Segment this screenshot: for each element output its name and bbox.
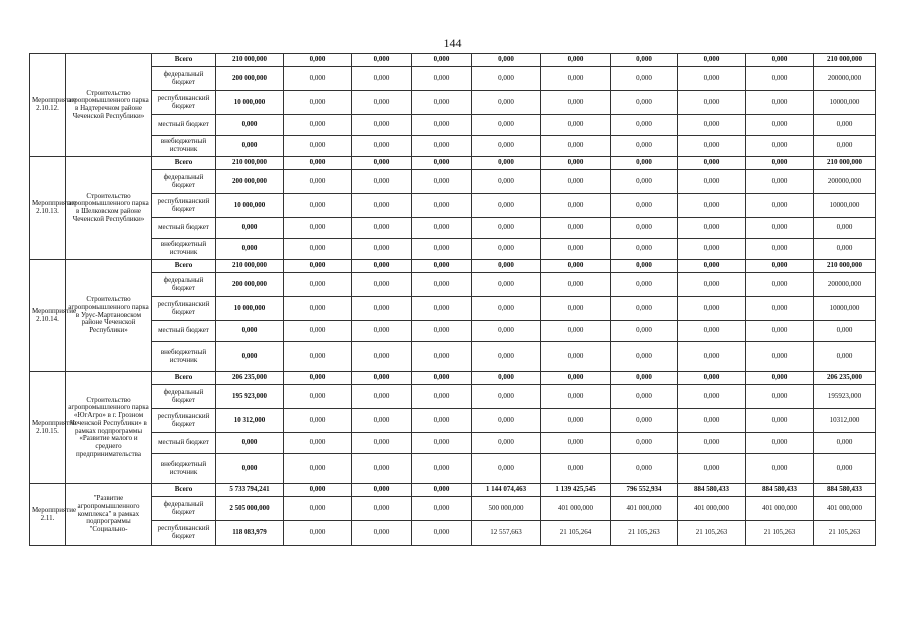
value-cell: 0,000	[216, 454, 284, 484]
value-cell: 0,000	[352, 484, 412, 497]
value-cell: 0,000	[814, 115, 876, 136]
table-row	[30, 136, 876, 157]
funding-source-label: республиканский бюджет	[152, 91, 216, 115]
value-cell: 0,000	[678, 297, 746, 321]
measure-name: Строительство агропромышленного парка в Надтеречном районе Чеченской Республики»	[66, 54, 152, 157]
value-cell: 0,000	[472, 115, 541, 136]
value-cell: 0,000	[746, 239, 814, 260]
value-cell: 0,000	[611, 157, 678, 170]
value-cell: 0,000	[352, 409, 412, 433]
page-number: 144	[443, 36, 462, 50]
value-cell: 0,000	[352, 239, 412, 260]
value-cell: 0,000	[284, 297, 352, 321]
value-cell: 0,000	[412, 409, 472, 433]
table-row	[30, 239, 876, 260]
value-cell: 200000,000	[814, 170, 876, 194]
table-row	[30, 115, 876, 136]
value-cell: 0,000	[678, 136, 746, 157]
value-cell: 200000,000	[814, 67, 876, 91]
value-cell: 21 105,263	[814, 521, 876, 546]
measure-name: Строительство агропромышленного парка «ЮгАгро» в г. Грозном Чеченской Республики» в рамках подпрограммы «Развитие малого и среднего предпринимательства	[66, 372, 152, 484]
value-cell: 0,000	[541, 433, 611, 454]
value-cell: 12 557,663	[472, 521, 541, 546]
value-cell: 0,000	[412, 260, 472, 273]
value-cell: 0,000	[541, 409, 611, 433]
value-cell: 21 105,263	[678, 521, 746, 546]
value-cell: 210 000,000	[814, 157, 876, 170]
value-cell: 0,000	[472, 385, 541, 409]
value-cell: 0,000	[412, 91, 472, 115]
value-cell: 0,000	[352, 136, 412, 157]
value-cell: 0,000	[352, 67, 412, 91]
measure-name: Строительство агропромышленного парка в Шелковском районе Чеченской Республики»	[66, 157, 152, 260]
funding-source-label: Всего	[152, 54, 216, 67]
value-cell: 0,000	[412, 115, 472, 136]
value-cell: 0,000	[678, 372, 746, 385]
value-cell: 0,000	[746, 157, 814, 170]
table-row	[30, 218, 876, 239]
value-cell: 0,000	[611, 342, 678, 372]
value-cell: 0,000	[284, 260, 352, 273]
value-cell: 0,000	[472, 273, 541, 297]
value-cell: 0,000	[678, 218, 746, 239]
value-cell: 0,000	[541, 136, 611, 157]
value-cell: 0,000	[746, 454, 814, 484]
value-cell: 0,000	[678, 385, 746, 409]
value-cell: 0,000	[814, 218, 876, 239]
value-cell: 0,000	[611, 218, 678, 239]
value-cell: 0,000	[412, 342, 472, 372]
value-cell: 0,000	[541, 372, 611, 385]
value-cell: 0,000	[611, 91, 678, 115]
funding-source-label: Всего	[152, 157, 216, 170]
table-row	[30, 194, 876, 218]
value-cell: 0,000	[284, 497, 352, 521]
value-cell: 0,000	[352, 194, 412, 218]
value-cell: 0,000	[412, 67, 472, 91]
table-row	[30, 385, 876, 409]
value-cell: 118 083,979	[216, 521, 284, 546]
value-cell: 0,000	[611, 67, 678, 91]
value-cell: 0,000	[412, 484, 472, 497]
value-cell: 401 000,000	[814, 497, 876, 521]
value-cell: 0,000	[746, 260, 814, 273]
value-cell: 0,000	[541, 170, 611, 194]
funding-source-label: федеральный бюджет	[152, 497, 216, 521]
value-cell: 0,000	[412, 136, 472, 157]
value-cell: 0,000	[412, 218, 472, 239]
funding-source-label: республиканский бюджет	[152, 521, 216, 546]
value-cell: 0,000	[352, 372, 412, 385]
value-cell: 0,000	[352, 218, 412, 239]
value-cell: 0,000	[746, 385, 814, 409]
budget-table	[29, 53, 876, 546]
value-cell: 0,000	[472, 218, 541, 239]
value-cell: 0,000	[611, 385, 678, 409]
value-cell: 1 144 074,463	[472, 484, 541, 497]
value-cell: 0,000	[678, 239, 746, 260]
value-cell: 0,000	[472, 454, 541, 484]
measure-name: Строительство агропромышленного парка в Урус-Мартановском районе Чеченской Республики»	[66, 260, 152, 372]
value-cell: 0,000	[746, 321, 814, 342]
value-cell: 0,000	[541, 273, 611, 297]
value-cell: 0,000	[472, 194, 541, 218]
value-cell: 0,000	[284, 157, 352, 170]
value-cell: 0,000	[284, 170, 352, 194]
value-cell: 0,000	[611, 260, 678, 273]
value-cell: 0,000	[472, 321, 541, 342]
value-cell: 0,000	[814, 321, 876, 342]
value-cell: 0,000	[678, 157, 746, 170]
value-cell: 0,000	[284, 115, 352, 136]
value-cell: 401 000,000	[611, 497, 678, 521]
value-cell: 0,000	[472, 91, 541, 115]
value-cell: 10 000,000	[216, 194, 284, 218]
value-cell: 0,000	[746, 218, 814, 239]
table-row	[30, 321, 876, 342]
value-cell: 210 000,000	[216, 54, 284, 67]
value-cell: 210 000,000	[814, 260, 876, 273]
value-cell: 200 000,000	[216, 170, 284, 194]
value-cell: 0,000	[541, 321, 611, 342]
value-cell: 0,000	[678, 260, 746, 273]
value-cell: 0,000	[746, 170, 814, 194]
table-row	[30, 273, 876, 297]
value-cell: 0,000	[541, 385, 611, 409]
value-cell: 0,000	[746, 194, 814, 218]
value-cell: 0,000	[746, 342, 814, 372]
table-row	[30, 372, 876, 385]
table-row	[30, 521, 876, 546]
value-cell: 0,000	[352, 521, 412, 546]
value-cell: 0,000	[352, 385, 412, 409]
table-row	[30, 497, 876, 521]
value-cell: 0,000	[352, 170, 412, 194]
measure-number: Меропприятие 2.10.15.	[30, 372, 66, 484]
table-row	[30, 67, 876, 91]
funding-source-label: Всего	[152, 260, 216, 273]
funding-source-label: республиканский бюджет	[152, 409, 216, 433]
value-cell: 0,000	[541, 297, 611, 321]
value-cell: 0,000	[216, 239, 284, 260]
value-cell: 0,000	[611, 433, 678, 454]
value-cell: 0,000	[284, 484, 352, 497]
value-cell: 206 235,000	[216, 372, 284, 385]
value-cell: 0,000	[284, 454, 352, 484]
value-cell: 0,000	[352, 342, 412, 372]
value-cell: 0,000	[352, 157, 412, 170]
value-cell: 0,000	[746, 273, 814, 297]
value-cell: 200 000,000	[216, 273, 284, 297]
value-cell: 0,000	[541, 115, 611, 136]
value-cell: 0,000	[352, 454, 412, 484]
funding-source-label: внебюджетный источник	[152, 454, 216, 484]
value-cell: 5 733 794,241	[216, 484, 284, 497]
value-cell: 0,000	[412, 54, 472, 67]
value-cell: 0,000	[611, 454, 678, 484]
value-cell: 0,000	[412, 273, 472, 297]
value-cell: 0,000	[216, 218, 284, 239]
value-cell: 0,000	[678, 409, 746, 433]
value-cell: 0,000	[678, 54, 746, 67]
value-cell: 0,000	[412, 497, 472, 521]
table-row	[30, 409, 876, 433]
value-cell: 0,000	[472, 433, 541, 454]
value-cell: 10000,000	[814, 194, 876, 218]
value-cell: 0,000	[541, 260, 611, 273]
value-cell: 0,000	[412, 194, 472, 218]
value-cell: 0,000	[284, 372, 352, 385]
value-cell: 0,000	[611, 273, 678, 297]
value-cell: 0,000	[746, 297, 814, 321]
value-cell: 0,000	[284, 342, 352, 372]
value-cell: 10 000,000	[216, 297, 284, 321]
value-cell: 0,000	[412, 170, 472, 194]
value-cell: 200000,000	[814, 273, 876, 297]
value-cell: 0,000	[352, 54, 412, 67]
value-cell: 0,000	[611, 136, 678, 157]
value-cell: 0,000	[284, 91, 352, 115]
value-cell: 0,000	[472, 67, 541, 91]
value-cell: 0,000	[541, 239, 611, 260]
value-cell: 884 580,433	[746, 484, 814, 497]
measure-name: "Развитие агропромышленного комплекса" в рамках подпрограммы "Социально-	[66, 484, 152, 546]
value-cell: 1 139 425,545	[541, 484, 611, 497]
value-cell: 0,000	[352, 273, 412, 297]
value-cell: 195 923,000	[216, 385, 284, 409]
value-cell: 0,000	[678, 115, 746, 136]
value-cell: 10000,000	[814, 297, 876, 321]
funding-source-label: федеральный бюджет	[152, 385, 216, 409]
value-cell: 0,000	[678, 194, 746, 218]
table-row	[30, 297, 876, 321]
table-row	[30, 342, 876, 372]
value-cell: 200 000,000	[216, 67, 284, 91]
value-cell: 0,000	[284, 136, 352, 157]
value-cell: 0,000	[611, 54, 678, 67]
table-row	[30, 433, 876, 454]
value-cell: 10 312,000	[216, 409, 284, 433]
value-cell: 0,000	[541, 54, 611, 67]
value-cell: 0,000	[678, 454, 746, 484]
value-cell: 0,000	[746, 91, 814, 115]
value-cell: 0,000	[352, 497, 412, 521]
value-cell: 0,000	[814, 136, 876, 157]
value-cell: 0,000	[352, 321, 412, 342]
value-cell: 0,000	[746, 54, 814, 67]
value-cell: 0,000	[412, 454, 472, 484]
measure-number: Меропприятие 2.10.12.	[30, 54, 66, 157]
value-cell: 0,000	[678, 91, 746, 115]
value-cell: 796 552,934	[611, 484, 678, 497]
value-cell: 0,000	[284, 321, 352, 342]
value-cell: 0,000	[472, 157, 541, 170]
funding-source-label: внебюджетный источник	[152, 342, 216, 372]
value-cell: 0,000	[814, 342, 876, 372]
value-cell: 195923,000	[814, 385, 876, 409]
value-cell: 0,000	[216, 342, 284, 372]
measure-number: Меропприятие 2.10.13.	[30, 157, 66, 260]
value-cell: 401 000,000	[541, 497, 611, 521]
value-cell: 0,000	[472, 136, 541, 157]
value-cell: 0,000	[611, 194, 678, 218]
value-cell: 21 105,264	[541, 521, 611, 546]
table-row	[30, 157, 876, 170]
value-cell: 21 105,263	[611, 521, 678, 546]
value-cell: 0,000	[472, 54, 541, 67]
value-cell: 0,000	[216, 115, 284, 136]
funding-source-label: Всего	[152, 372, 216, 385]
value-cell: 0,000	[412, 321, 472, 342]
value-cell: 0,000	[541, 194, 611, 218]
value-cell: 210 000,000	[814, 54, 876, 67]
funding-source-label: республиканский бюджет	[152, 297, 216, 321]
value-cell: 0,000	[352, 260, 412, 273]
table-row	[30, 170, 876, 194]
value-cell: 0,000	[611, 170, 678, 194]
value-cell: 0,000	[284, 67, 352, 91]
value-cell: 0,000	[746, 433, 814, 454]
value-cell: 0,000	[746, 67, 814, 91]
value-cell: 884 580,433	[678, 484, 746, 497]
value-cell: 0,000	[412, 521, 472, 546]
value-cell: 0,000	[678, 433, 746, 454]
funding-source-label: федеральный бюджет	[152, 170, 216, 194]
value-cell: 0,000	[352, 433, 412, 454]
value-cell: 0,000	[352, 297, 412, 321]
value-cell: 0,000	[678, 321, 746, 342]
value-cell: 0,000	[678, 67, 746, 91]
value-cell: 0,000	[611, 409, 678, 433]
table-row	[30, 454, 876, 484]
funding-source-label: местный бюджет	[152, 433, 216, 454]
value-cell: 0,000	[746, 372, 814, 385]
value-cell: 0,000	[541, 342, 611, 372]
value-cell: 0,000	[472, 372, 541, 385]
value-cell: 0,000	[352, 115, 412, 136]
funding-source-label: федеральный бюджет	[152, 273, 216, 297]
value-cell: 0,000	[216, 136, 284, 157]
value-cell: 0,000	[678, 273, 746, 297]
value-cell: 10000,000	[814, 91, 876, 115]
value-cell: 500 000,000	[472, 497, 541, 521]
value-cell: 0,000	[746, 136, 814, 157]
value-cell: 0,000	[678, 342, 746, 372]
value-cell: 0,000	[814, 239, 876, 260]
value-cell: 10 000,000	[216, 91, 284, 115]
value-cell: 0,000	[216, 433, 284, 454]
value-cell: 210 000,000	[216, 260, 284, 273]
value-cell: 0,000	[284, 239, 352, 260]
value-cell: 0,000	[611, 372, 678, 385]
value-cell: 401 000,000	[746, 497, 814, 521]
measure-number: Меропприятие 2.11.	[30, 484, 66, 546]
value-cell: 0,000	[541, 157, 611, 170]
value-cell: 206 235,000	[814, 372, 876, 385]
value-cell: 0,000	[678, 170, 746, 194]
table-row	[30, 91, 876, 115]
value-cell: 210 000,000	[216, 157, 284, 170]
value-cell: 0,000	[412, 385, 472, 409]
funding-source-label: местный бюджет	[152, 115, 216, 136]
value-cell: 0,000	[284, 521, 352, 546]
measure-number: Меропприятие 2.10.14.	[30, 260, 66, 372]
value-cell: 0,000	[541, 454, 611, 484]
value-cell: 0,000	[814, 454, 876, 484]
funding-source-label: внебюджетный источник	[152, 239, 216, 260]
value-cell: 0,000	[284, 433, 352, 454]
value-cell: 0,000	[611, 115, 678, 136]
funding-source-label: внебюджетный источник	[152, 136, 216, 157]
value-cell: 0,000	[412, 239, 472, 260]
funding-source-label: местный бюджет	[152, 218, 216, 239]
value-cell: 0,000	[472, 260, 541, 273]
funding-source-label: федеральный бюджет	[152, 67, 216, 91]
value-cell: 0,000	[216, 321, 284, 342]
value-cell: 0,000	[284, 409, 352, 433]
value-cell: 0,000	[412, 297, 472, 321]
value-cell: 21 105,263	[746, 521, 814, 546]
funding-source-label: местный бюджет	[152, 321, 216, 342]
value-cell: 401 000,000	[678, 497, 746, 521]
value-cell: 0,000	[611, 239, 678, 260]
value-cell: 10312,000	[814, 409, 876, 433]
value-cell: 0,000	[472, 409, 541, 433]
value-cell: 0,000	[284, 273, 352, 297]
value-cell: 0,000	[746, 409, 814, 433]
value-cell: 0,000	[284, 218, 352, 239]
value-cell: 0,000	[814, 433, 876, 454]
value-cell: 0,000	[472, 342, 541, 372]
value-cell: 0,000	[472, 170, 541, 194]
table-row	[30, 54, 876, 67]
value-cell: 0,000	[541, 91, 611, 115]
table-row	[30, 260, 876, 273]
value-cell: 884 580,433	[814, 484, 876, 497]
value-cell: 0,000	[412, 157, 472, 170]
value-cell: 0,000	[611, 297, 678, 321]
funding-source-label: республиканский бюджет	[152, 194, 216, 218]
value-cell: 0,000	[472, 297, 541, 321]
value-cell: 0,000	[412, 372, 472, 385]
value-cell: 0,000	[472, 239, 541, 260]
value-cell: 0,000	[284, 194, 352, 218]
value-cell: 2 505 000,000	[216, 497, 284, 521]
value-cell: 0,000	[541, 67, 611, 91]
value-cell: 0,000	[611, 321, 678, 342]
value-cell: 0,000	[412, 433, 472, 454]
value-cell: 0,000	[284, 54, 352, 67]
table-row	[30, 484, 876, 497]
value-cell: 0,000	[541, 218, 611, 239]
value-cell: 0,000	[284, 385, 352, 409]
funding-source-label: Всего	[152, 484, 216, 497]
value-cell: 0,000	[352, 91, 412, 115]
value-cell: 0,000	[746, 115, 814, 136]
